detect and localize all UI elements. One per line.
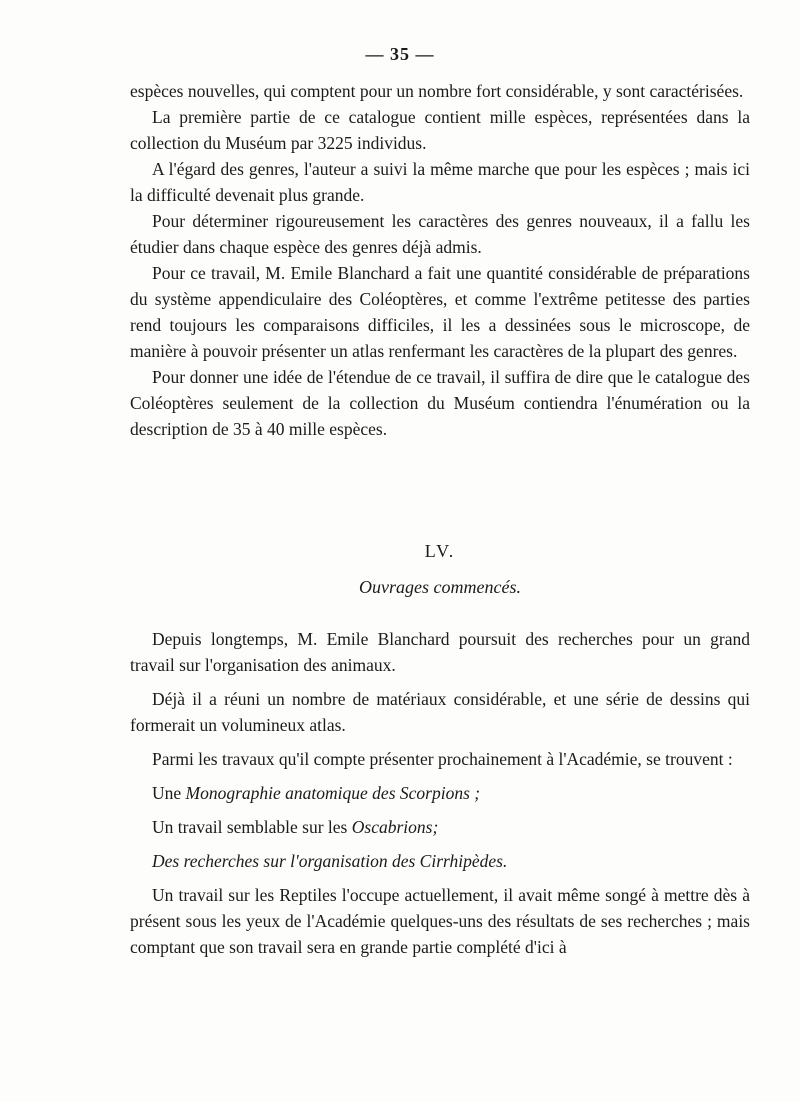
- paragraph: Parmi les travaux qu'il compte présenter prochainement à l'Académie, se trouvent :: [152, 749, 733, 769]
- paragraph: Pour ce travail, M. Emile Blanchard a fait une quantité considérable de préparations du système appendiculaire des Coléoptères, et comme l'extrême petitesse des parties rend toujours les comparaisons difficiles, il les a dessinées sous le microscope, de manière à pouvoir présenter un atlas renfermant les caractères de la plupart des genres.: [130, 263, 750, 361]
- section-number: LV.: [424, 541, 456, 561]
- page-number: — 35 —: [365, 44, 435, 64]
- work-item-prefix: Un travail semblable sur les: [152, 817, 352, 837]
- work-item-prefix: Une: [152, 783, 186, 803]
- work-item-title: Monographie anatomique des Scorpions ;: [185, 783, 481, 803]
- paragraph: A l'égard des genres, l'auteur a suivi la même marche que pour les espèces ; mais ici la difficulté devenait plus grande.: [130, 159, 750, 205]
- paragraph: La première partie de ce catalogue contient mille espèces, représentées dans la collection du Muséum par 3225 individus.: [130, 107, 750, 153]
- paragraph: Pour donner une idée de l'étendue de ce travail, il suffira de dire que le catalogue des Coléoptères seulement de la collection du Muséum contiendra l'énumération ou la description de 35 à 40 mille espèces.: [130, 367, 750, 439]
- paragraph: Depuis longtemps, M. Emile Blanchard poursuit des recherches pour un grand travail sur l'organisation des animaux.: [130, 629, 750, 675]
- work-item-title: Des recherches sur l'organisation des Cirrhipèdes.: [152, 851, 508, 871]
- bottom-text-block: [130, 626, 750, 968]
- work-item-cirrhipedes: [130, 848, 750, 874]
- paragraph: Pour déterminer rigoureusement les caractères des genres nouveaux, il a fallu les étudier dans chaque espèce des genres déjà admis.: [130, 211, 750, 257]
- work-item-oscabrions: [130, 814, 750, 840]
- work-item-scorpions: [130, 780, 750, 806]
- top-text-block: [130, 78, 750, 442]
- work-item-title: Oscabrions;: [351, 817, 439, 837]
- section-title: Ouvrages commencés.: [359, 577, 521, 597]
- paragraph: espèces nouvelles, qui comptent pour un nombre fort considérable, y sont caractérisées.: [130, 81, 744, 101]
- paragraph: Un travail sur les Reptiles l'occupe actuellement, il avait même songé à mettre dès à présent sous les yeux de l'Académie quelques-uns des résultats de ses recherches ; mais comptant que son travail sera en grande partie complété d'ici à: [130, 885, 750, 957]
- paragraph: Déjà il a réuni un nombre de matériaux considérable, et une série de dessins qui formerait un volumineux atlas.: [130, 689, 750, 735]
